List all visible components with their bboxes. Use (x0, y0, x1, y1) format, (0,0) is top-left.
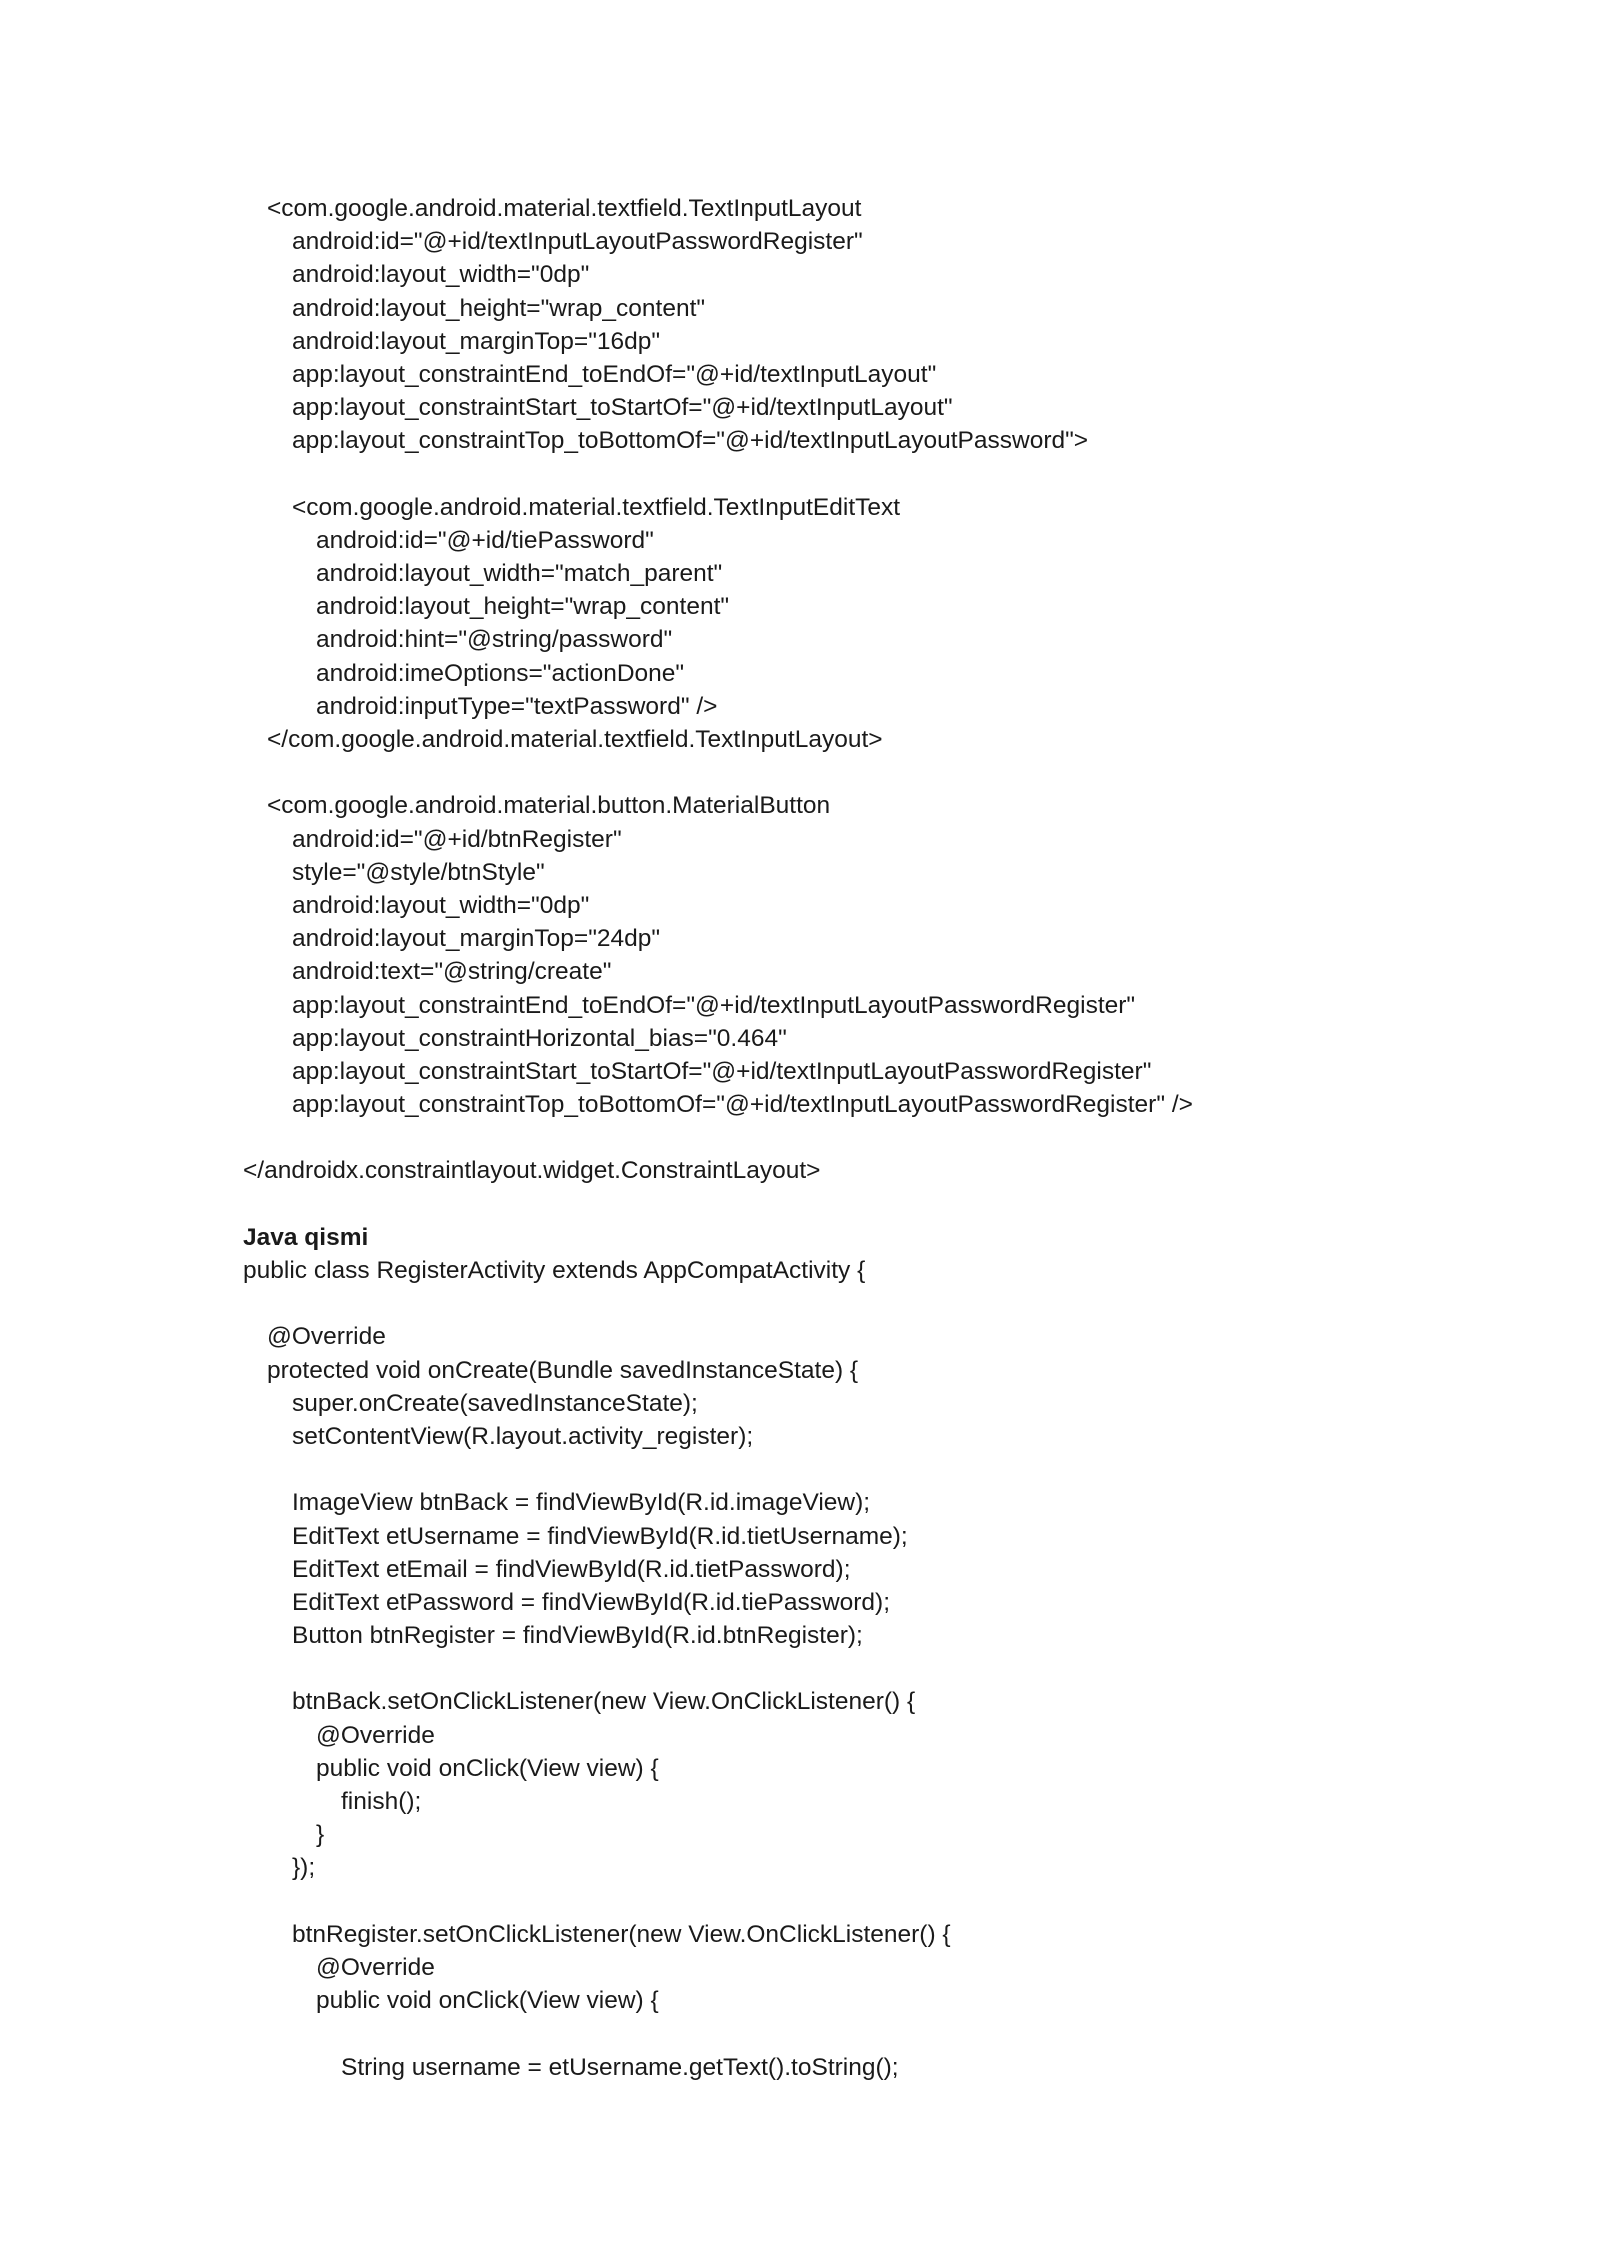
code-line: public void onClick(View view) { (316, 1754, 659, 1782)
code-line: EditText etPassword = findViewById(R.id.tiePassword); (292, 1588, 891, 1616)
code-line: String username = etUsername.getText().toString(); (341, 2053, 899, 2081)
code-line: ImageView btnBack = findViewById(R.id.imageView); (292, 1489, 871, 1517)
code-line: app:layout_constraintTop_toBottomOf="@+id/textInputLayoutPasswordRegister" /> (292, 1091, 1193, 1119)
code-line: android:imeOptions="actionDone" (316, 659, 685, 687)
code-listing (243, 192, 1493, 2084)
code-line: <com.google.android.material.textfield.TextInputEditText (292, 493, 901, 521)
section-heading: Java qismi (243, 1223, 369, 1251)
code-line: android:text="@string/create" (292, 958, 612, 986)
blank-line (243, 1188, 1493, 1221)
blank-line (243, 1287, 1493, 1320)
code-line: </com.google.android.material.textfield.TextInputLayout> (267, 726, 883, 753)
code-line: btnBack.setOnClickListener(new View.OnClickListener() { (292, 1688, 916, 1716)
code-line: app:layout_constraintEnd_toEndOf="@+id/textInputLayout" (292, 360, 937, 388)
code-line: @Override (316, 1953, 435, 1981)
code-line: <com.google.android.material.textfield.TextInputLayout (267, 195, 862, 222)
code-line: android:id="@+id/textInputLayoutPasswordRegister" (292, 228, 863, 256)
code-line: finish(); (341, 1788, 422, 1815)
code-line: android:layout_height="wrap_content" (316, 593, 730, 621)
code-line: super.onCreate(savedInstanceState); (292, 1389, 698, 1417)
code-line: app:layout_constraintEnd_toEndOf="@+id/textInputLayoutPasswordRegister" (292, 991, 1136, 1019)
code-line: android:layout_width="0dp" (292, 891, 590, 919)
code-line: <com.google.android.material.button.MaterialButton (267, 792, 831, 820)
code-line: app:layout_constraintTop_toBottomOf="@+id/textInputLayoutPassword"> (292, 427, 1089, 455)
code-line: android:layout_width="0dp" (292, 261, 590, 289)
code-line: app:layout_constraintStart_toStartOf="@+id/textInputLayout" (292, 394, 953, 422)
code-line: setContentView(R.layout.activity_register); (292, 1422, 754, 1450)
code-line: protected void onCreate(Bundle savedInstanceState) { (267, 1356, 859, 1384)
code-line: public class RegisterActivity extends AppCompatActivity { (243, 1257, 866, 1284)
blank-line (243, 1885, 1493, 1918)
code-line: android:layout_marginTop="24dp" (292, 925, 661, 953)
code-line: app:layout_constraintHorizontal_bias="0.464" (292, 1024, 787, 1052)
code-line: }); (292, 1854, 316, 1882)
code-line: android:id="@+id/btnRegister" (292, 825, 622, 853)
code-line: android:layout_width="match_parent" (316, 560, 723, 588)
code-line: EditText etUsername = findViewById(R.id.tietUsername); (292, 1522, 908, 1550)
code-line: android:layout_marginTop="16dp" (292, 327, 661, 355)
code-line: EditText etEmail = findViewById(R.id.tietPassword); (292, 1555, 851, 1583)
code-line: style="@style/btnStyle" (292, 858, 545, 886)
code-line: </androidx.constraintlayout.widget.ConstraintLayout> (243, 1157, 821, 1185)
blank-line (243, 1121, 1493, 1154)
blank-line (243, 2017, 1493, 2050)
code-line: public void onClick(View view) { (316, 1987, 659, 2015)
code-line: } (316, 1821, 325, 1849)
blank-line (243, 756, 1493, 789)
code-line: btnRegister.setOnClickListener(new View.OnClickListener() { (292, 1920, 951, 1948)
code-line: @Override (267, 1323, 386, 1351)
code-line: Button btnRegister = findViewById(R.id.btnRegister); (292, 1622, 863, 1650)
blank-line (243, 1652, 1493, 1685)
blank-line (243, 458, 1493, 491)
code-line: app:layout_constraintStart_toStartOf="@+id/textInputLayoutPasswordRegister" (292, 1057, 1152, 1085)
blank-line (243, 1453, 1493, 1486)
code-line: android:id="@+id/tiePassword" (316, 526, 654, 554)
code-line: android:inputType="textPassword" /> (316, 692, 718, 720)
code-line: android:layout_height="wrap_content" (292, 294, 706, 322)
code-line: android:hint="@string/password" (316, 626, 673, 654)
code-line: @Override (316, 1721, 435, 1749)
